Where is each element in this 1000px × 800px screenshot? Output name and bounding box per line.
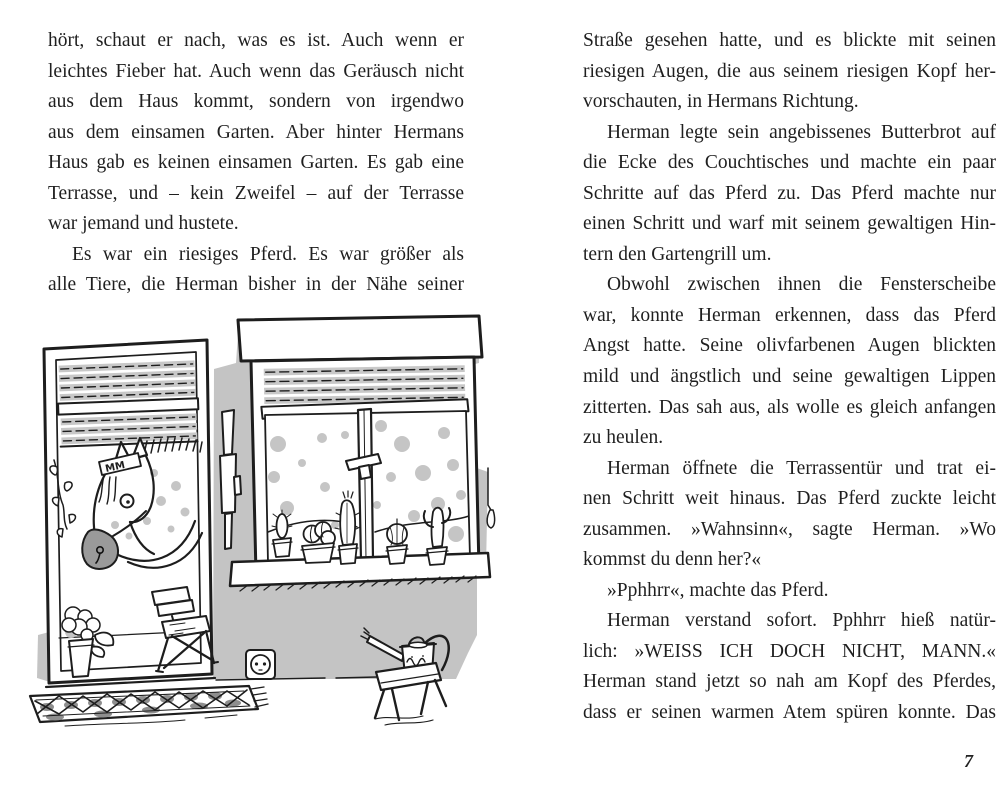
text-line: Haus gab es keinen einsamen Garten. Es gab eine bbox=[48, 152, 464, 174]
text-line: hört, schaut er nach, was es ist. Auch wenn er bbox=[48, 30, 464, 51]
blind-cord bbox=[487, 468, 495, 528]
text-line: einen Schritt und warf mit seinem gewaltigen Hin- bbox=[583, 213, 996, 235]
text-line: Herman öffnete die Terrassentür und trat ei- bbox=[607, 457, 996, 479]
stool bbox=[375, 663, 446, 725]
text-line: war, konnte Herman erkennen, dass das Pferd bbox=[583, 304, 996, 326]
text-line: vorschauten, in Hermans Richtung. bbox=[583, 91, 859, 113]
text-line: leichtes Fieber hat. Auch wenn das Geräusch nicht bbox=[48, 60, 464, 82]
text-line: Terrasse, und – kein Zweifel – auf der Terrasse bbox=[48, 182, 464, 204]
text-line: Schritte auf das Pferd zu. Das Pferd machte nur bbox=[583, 182, 996, 204]
text-line: riesigen Augen, die aus seinem riesigen Kopf her- bbox=[583, 60, 996, 82]
text-line: tern den Gartengrill um. bbox=[583, 243, 772, 265]
text-line: dass er seinen warmen Atem spüren konnte. Das bbox=[583, 702, 996, 724]
text-line: Es war ein riesiges Pferd. Es war größer als bbox=[72, 243, 464, 265]
text-line: Herman legte sein angebissenes Butterbrot auf bbox=[607, 121, 996, 143]
text-line: war jemand und hustete. bbox=[48, 213, 239, 235]
text-line: zitterten. Das sah aus, als wolle es gleich anfangen bbox=[583, 396, 996, 418]
text-line: Herman verstand sofort. Pphhrr hieß natür- bbox=[607, 610, 996, 632]
text-line: aus dem Haus kommt, sondern von irgendwo bbox=[48, 91, 464, 113]
left-text-column bbox=[48, 26, 464, 301]
text-line: Straße gesehen hatte, und es blickte mit seinen bbox=[583, 30, 996, 51]
text-line: zusammen. »Wahnsinn«, sagte Herman. »Wo bbox=[583, 518, 996, 540]
text-line: alle Tiere, die Herman bisher in der Nähe seiner bbox=[48, 274, 464, 296]
window bbox=[230, 316, 495, 591]
window-cornice bbox=[238, 316, 482, 361]
text-line: Angst hatte. Seine olivfarbenen Augen blickten bbox=[583, 335, 996, 357]
text-line: mild und ängstlich und seine gewaltigen Lippen bbox=[583, 366, 996, 388]
browband-text: MM bbox=[104, 460, 127, 475]
terrace-door bbox=[44, 340, 218, 687]
illustration-horse-at-terrace-door bbox=[25, 305, 515, 735]
power-outlet bbox=[246, 650, 275, 679]
text-line: die Ecke des Couchtisches und machte ein paar bbox=[583, 152, 996, 174]
text-line: Obwohl zwischen ihnen die Fensterscheibe bbox=[607, 274, 996, 296]
text-line: lich: »WEISS ICH DOCH NICHT, MANN.« bbox=[583, 640, 996, 662]
text-line: nen Schritt weit hinaus. Das Pferd zuckte leicht bbox=[583, 488, 996, 510]
text-line: aus dem einsamen Garten. Aber hinter Hermans bbox=[48, 121, 464, 143]
text-line: Herman stand jetzt so nah am Kopf des Pferdes, bbox=[583, 671, 996, 693]
doormat-rug bbox=[30, 686, 268, 726]
right-text-column bbox=[583, 26, 996, 729]
page-number: 7 bbox=[964, 751, 973, 771]
text-line: kommst du denn her?« bbox=[583, 549, 762, 571]
text-line: »Pphhrr«, machte das Pferd. bbox=[607, 579, 829, 601]
text-line: zu heulen. bbox=[583, 427, 664, 449]
